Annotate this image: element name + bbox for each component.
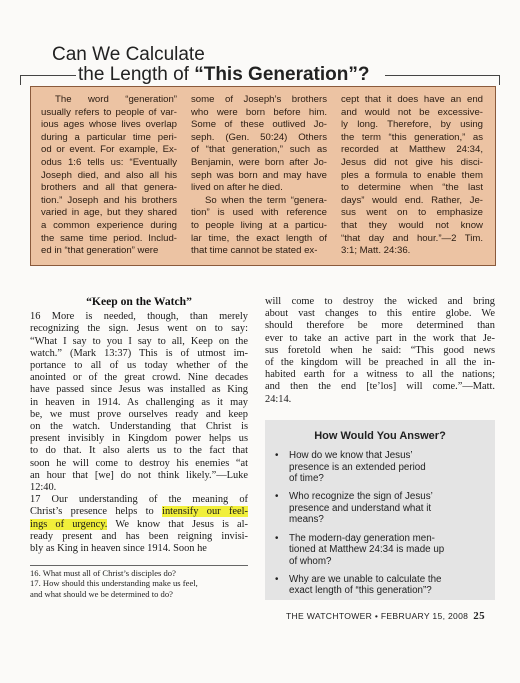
article-text-line: 16 More is needed, though, than merely [30,311,248,323]
box-text-line: od or event. For example, Ex- [41,144,177,156]
box-text-line: cept that it does have an end [341,94,483,105]
bullet-icon: • [275,491,279,503]
box-text-line: and would not be excessive- [341,106,483,118]
box-column-3 [341,94,483,258]
article-text-line: 17 Our understanding of the meaning of [30,494,248,506]
article-text-line: anointed or of the great crowd. Nine decades [30,372,248,384]
article-text-line: have passed since Jesus was installed as King [30,384,248,396]
article-text-line: bly as King in heaven since 1914. Soon he [30,543,207,555]
section-heading: “Keep on the Watch” [86,295,192,308]
box-text-line: ly long. Therefore, by using [341,119,483,131]
box-text-line: the same time period. Includ- [41,232,177,244]
highlighted-text: ings of urgency. [30,518,108,530]
box-text-line: varied in age, but they shared [41,207,177,219]
highlighted-text: intensify our feel- [162,506,248,518]
box-text-line: recorded at Matthew 24:34, [341,144,483,156]
article-text-line: about vast changes to this entire globe. We [265,308,495,320]
title-line-2 [78,64,369,86]
box-text-line: the term “this generation,” as [341,131,483,143]
questions-title: How Would You Answer? [314,430,446,442]
box-text-line: that they would not know [341,219,483,231]
text-run: Christ’s presence helps to [30,506,163,518]
box-text-line: ious ages whose lives overlap [41,119,177,131]
bullet-icon: • [275,573,279,585]
box-text-line: that time cannot be stated ex- [191,245,318,257]
box-text-line: some of Joseph’s brothers [191,94,327,105]
question-text-line: tioned at Matthew 24:34 is made up [289,544,445,556]
title-rule-right-tick [499,75,500,85]
box-text-line: during a particular time peri- [41,131,177,143]
box-text-line: seph. (Gen. 50:24) Others [191,131,327,143]
title-rule-left-tick [20,75,21,85]
article-text-line: 24:14. [265,393,292,405]
box-text-line: lar time, the exact length of [191,232,327,244]
article-text-line [30,506,248,518]
box-text-line: 3:1; Matt. 24:36. [341,245,411,257]
article-left-column [30,296,248,555]
box-text-line: The word “generation” [55,94,177,105]
article-text-line: on the watch. Understanding that Christ is [30,421,248,433]
article-text-line: sus foretold when he said: “This good news [265,344,495,356]
sidebar-title [20,44,500,86]
article-text-line: and then the end [te’los] will come.”—Matt. [265,381,495,393]
article-text-line: an hour that [we] do not think likely.”—Luke [30,469,248,481]
box-column-1 [41,94,177,258]
question-text-line: The modern-day generation men- [289,532,435,544]
title-line-2-text: the Length of [78,64,195,85]
article-text-line: watch.” (Mark 13:37) This is of utmost im- [30,347,248,359]
title-line-2-bold: “This Generation”? [194,64,370,85]
question-text-line: How do we know that Jesus’ [289,450,413,461]
footer-publication: THE WATCHTOWER • FEBRUARY 15, 2008 [286,611,469,621]
title-rule-right [385,75,500,76]
box-text-line: odus 1:6 tells us: “Eventually [41,156,177,168]
article-text-line: portance to all of us today whether of the [30,360,248,372]
box-column-2 [191,94,327,258]
bullet-icon: • [275,532,279,544]
article-text-line: present invisibly in Kingdom power helps us [30,433,248,445]
footnote-rule [30,565,248,566]
box-text-line: tion” is used with reference [191,207,327,219]
article-text-line: “What I say to you I say to all, Keep on the [30,335,248,347]
box-text-line: who were born before him. [191,106,327,118]
box-text-line: Joseph died, and also all his [41,169,177,181]
page-number: 25 [473,610,485,622]
footnote-line: 17. How should this understanding make us feel, [30,578,198,589]
box-text-line: So when the term “genera- [205,194,327,206]
title-line-1: Can We Calculate [52,44,205,65]
box-text-line: days” would end. Rather, Je- [341,194,483,206]
footnotes [30,568,248,599]
question-item [275,491,487,526]
box-text-line: ed in “that generation” were [41,245,159,257]
question-text-line: of time? [289,473,324,485]
box-text-line: seph was born and may have [191,169,327,181]
box-text-line: sus went on to emphasize [341,207,483,219]
question-text-line: Who recognize the sign of Jesus’ [289,491,433,503]
question-item [275,574,487,597]
article-text-line: of the kingdom will be preached in all the in- [265,357,495,369]
article-text-line: ready present and has been reigning invisi- [30,530,248,542]
question-text-line: Why are we unable to calculate the [289,573,442,585]
question-text-line: presence and understand what it [289,502,432,514]
box-text-line: ples a formula to enable them [341,169,483,181]
box-text-line: Jesus did not give his disci- [341,156,483,168]
footnote-line: 16. What must all of Christ’s disciples do? [30,568,176,578]
box-text-line: to determine when “the last [341,182,483,194]
article-text-line: to do that. It also alerts us to the fact that [30,445,248,457]
article-text-line [30,519,248,531]
question-text-line: presence is an extended period [289,461,426,473]
article-text-line: will come to destroy the wicked and bring [265,296,495,307]
text-run: We know that Jesus is al- [107,518,248,530]
article-text-line: should therefore be more determined than [265,320,495,332]
bullet-icon: • [275,450,279,461]
review-questions-box [265,420,495,600]
box-text-line: “that day and hour.”—2 Tim. [341,232,483,244]
article-text-line: soon he will come to destroy his enemies “at [30,457,248,469]
question-item [275,533,487,568]
question-text-line: of whom? [289,555,332,567]
article-text-line: be, we must prove ourselves ready and keep [30,408,248,420]
box-text-line: to people living at a particu- [191,219,327,231]
article-text-line: 12:40. [30,482,57,494]
footnote-line: and what should we be determined to do? [30,588,173,599]
question-item [275,450,487,485]
box-text-line: usually refers to people of var- [41,106,177,118]
box-text-line: a common experience during [41,219,177,231]
article-text-line: ever to take an active part in the work that Je- [265,332,495,344]
box-text-line: lived on after he died. [191,182,283,194]
page-footer [286,610,485,622]
generation-info-box [30,86,496,266]
article-text-line: habited earth for a witness to all the nations; [265,369,495,381]
box-text-line: Benjamin, were born after Jo- [191,156,327,168]
box-text-line: tion.” Joseph and his brothers [41,194,177,206]
title-rule-left [20,75,76,76]
question-text-line: exact length of “this generation”? [289,585,432,597]
article-text-line: recognizing the sign. Jesus went on to say: [30,323,248,335]
box-text-line: of “that generation,” such as [191,144,327,156]
box-text-line: Some of these outlived Jo- [191,119,327,131]
article-right-column [265,296,495,406]
article-text-line: in heaven in 1914. As challenging as it may [30,396,248,408]
question-text-line: means? [289,514,324,526]
box-text-line: brothers and all that genera- [41,182,177,194]
